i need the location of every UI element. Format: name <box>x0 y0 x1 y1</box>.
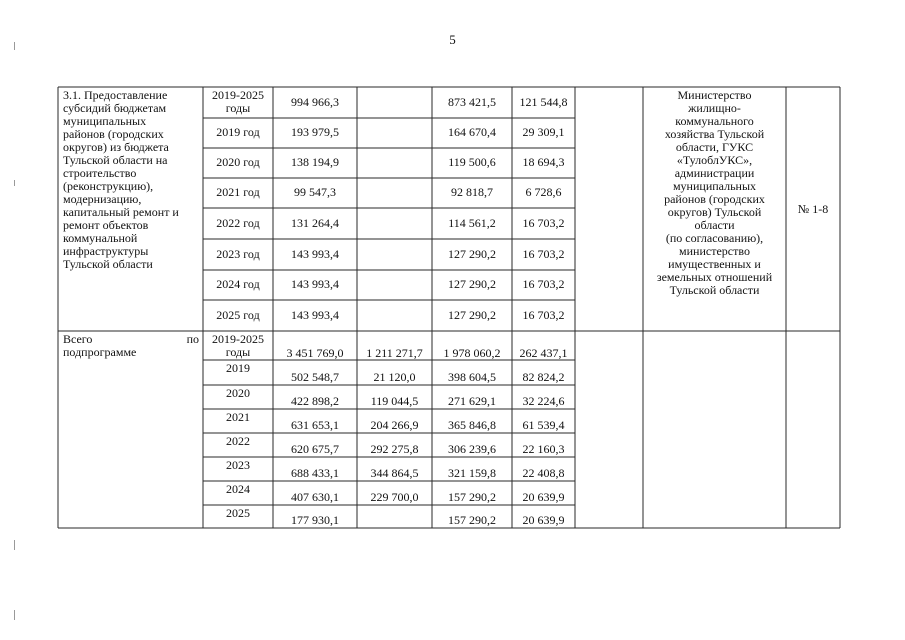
total-label-word: Всего <box>63 332 93 346</box>
local-cell: 16 703,2 <box>522 216 565 230</box>
scan-mark <box>14 610 15 620</box>
local-cell: 16 703,2 <box>522 247 565 261</box>
local-cell: 20 639,9 <box>522 513 565 527</box>
total-cell: 688 433,1 <box>291 466 339 480</box>
local-cell: 16 703,2 <box>522 308 565 322</box>
period-cell: 2022 <box>226 434 250 448</box>
federal-cell: 344 864,5 <box>370 466 419 480</box>
regional-cell: 127 290,2 <box>448 308 496 322</box>
regional-cell: 321 159,8 <box>448 466 496 480</box>
scan-mark <box>14 180 15 186</box>
period-cell: 2024 год <box>216 277 260 291</box>
regional-cell: 92 818,7 <box>451 185 493 199</box>
total-cell: 177 930,1 <box>291 513 339 527</box>
subprogram-total-label <box>63 333 199 359</box>
responsible-line: хозяйства Тульской <box>664 127 765 141</box>
period-cell: 2021 <box>226 410 250 424</box>
period-cell: 2019 <box>226 361 250 375</box>
federal-cell: 1 211 271,7 <box>366 346 423 360</box>
period-cell: 2022 год <box>216 216 260 230</box>
description-line: ремонт объектов <box>63 218 149 232</box>
regional-cell: 114 561,2 <box>448 216 496 230</box>
federal-cell: 229 700,0 <box>370 490 419 504</box>
description-line: 3.1. Предоставление <box>63 88 168 102</box>
period-cell: 2021 год <box>216 185 260 199</box>
period-cell: 2024 <box>226 482 250 496</box>
local-cell: 16 703,2 <box>522 277 565 291</box>
period-cell <box>203 333 273 359</box>
regional-cell: 306 239,6 <box>448 442 496 456</box>
regional-cell: 119 500,6 <box>448 155 496 169</box>
responsible-line: жилищно- <box>688 101 741 115</box>
regional-cell: 271 629,1 <box>448 394 496 408</box>
description-line: субсидий бюджетам <box>63 101 167 115</box>
federal-cell: 119 044,5 <box>370 394 419 408</box>
period-cell: 2020 год <box>216 155 260 169</box>
total-cell: 99 547,3 <box>294 185 336 199</box>
scan-mark <box>14 42 15 50</box>
scan-mark <box>14 540 15 550</box>
total-cell: 502 548,7 <box>291 370 339 384</box>
measure-description <box>63 89 199 271</box>
total-cell: 3 451 769,0 <box>286 346 344 360</box>
responsible-line: «ТулоблУКС», <box>676 153 753 167</box>
regional-cell: 398 604,5 <box>448 370 496 384</box>
period-line: годы <box>225 345 251 359</box>
total-label-line: подпрограмме <box>63 345 137 359</box>
period-cell: 2020 <box>226 386 250 400</box>
total-cell: 631 653,1 <box>291 418 339 432</box>
period-cell <box>203 89 273 115</box>
responsible-line: Министерство <box>677 88 752 102</box>
regional-cell: 365 846,8 <box>448 418 496 432</box>
total-cell: 143 993,4 <box>291 277 339 291</box>
indicator-reference: № 1-8 <box>797 202 829 216</box>
responsible-line: районов (городских <box>664 192 765 206</box>
local-cell: 61 539,4 <box>522 418 565 432</box>
federal-cell: 292 275,8 <box>370 442 419 456</box>
responsible-line: администрации <box>674 166 755 180</box>
responsible-line: области <box>694 218 735 232</box>
local-cell: 262 437,1 <box>519 346 568 360</box>
regional-cell: 1 978 060,2 <box>443 346 501 360</box>
total-cell: 422 898,2 <box>291 394 339 408</box>
total-cell: 143 993,4 <box>291 247 339 261</box>
period-cell: 2019 год <box>216 125 260 139</box>
description-line: модернизацию, <box>63 192 142 206</box>
description-line: строительство <box>63 166 137 180</box>
description-line: районов (городских <box>63 127 164 141</box>
local-cell: 121 544,8 <box>519 95 568 109</box>
period-cell: 2025 <box>226 506 250 520</box>
local-cell: 32 224,6 <box>522 394 565 408</box>
total-cell: 138 194,9 <box>291 155 339 169</box>
responsible-line: земельных отношений <box>656 270 773 284</box>
total-label-word: по <box>186 332 199 346</box>
description-line: округов) из бюджета <box>63 140 169 154</box>
local-cell: 82 824,2 <box>522 370 565 384</box>
local-cell: 6 728,6 <box>525 185 562 199</box>
total-cell: 131 264,4 <box>291 216 339 230</box>
period-line: годы <box>225 101 251 115</box>
federal-cell: 21 120,0 <box>373 370 416 384</box>
regional-cell: 157 290,2 <box>448 513 496 527</box>
responsible-line: (по согласованию), <box>665 231 764 245</box>
page-number: 5 <box>449 32 456 47</box>
period-line: 2019-2025 <box>212 88 264 102</box>
local-cell: 22 408,8 <box>522 466 565 480</box>
period-cell: 2025 год <box>216 308 260 322</box>
period-cell: 2023 <box>226 458 250 472</box>
total-cell: 143 993,4 <box>291 308 339 322</box>
local-cell: 18 694,3 <box>522 155 565 169</box>
federal-cell: 204 266,9 <box>370 418 419 432</box>
description-line: муниципальных <box>63 114 147 128</box>
description-line: капитальный ремонт и <box>63 205 179 219</box>
local-cell: 20 639,9 <box>522 490 565 504</box>
total-cell: 994 966,3 <box>291 95 339 109</box>
responsible-line: округов) Тульской <box>667 205 762 219</box>
total-cell: 407 630,1 <box>291 490 339 504</box>
responsible-line: министерство <box>679 244 750 258</box>
responsible-line: муниципальных <box>672 179 757 193</box>
regional-cell: 157 290,2 <box>448 490 496 504</box>
regional-cell: 127 290,2 <box>448 277 496 291</box>
responsible-line: имущественных и <box>668 257 761 271</box>
regional-cell: 873 421,5 <box>448 95 496 109</box>
regional-cell: 164 670,4 <box>448 125 496 139</box>
description-line: Тульской области <box>63 257 153 271</box>
description-line: Тульской области на <box>63 153 168 167</box>
regional-cell: 127 290,2 <box>448 247 496 261</box>
responsible-line: области, ГУКС <box>675 140 754 154</box>
description-line: инфраструктуры <box>63 244 149 258</box>
responsible-line: коммунального <box>675 114 754 128</box>
local-cell: 22 160,3 <box>522 442 565 456</box>
period-line: 2019-2025 <box>212 332 264 346</box>
period-cell: 2023 год <box>216 247 260 261</box>
description-line: коммунальной <box>63 231 138 245</box>
responsible-line: Тульской области <box>669 283 760 297</box>
description-line: (реконструкцию), <box>63 179 154 193</box>
total-cell: 193 979,5 <box>291 125 339 139</box>
total-cell: 620 675,7 <box>291 442 339 456</box>
local-cell: 29 309,1 <box>522 125 565 139</box>
responsible-executors <box>645 89 784 297</box>
